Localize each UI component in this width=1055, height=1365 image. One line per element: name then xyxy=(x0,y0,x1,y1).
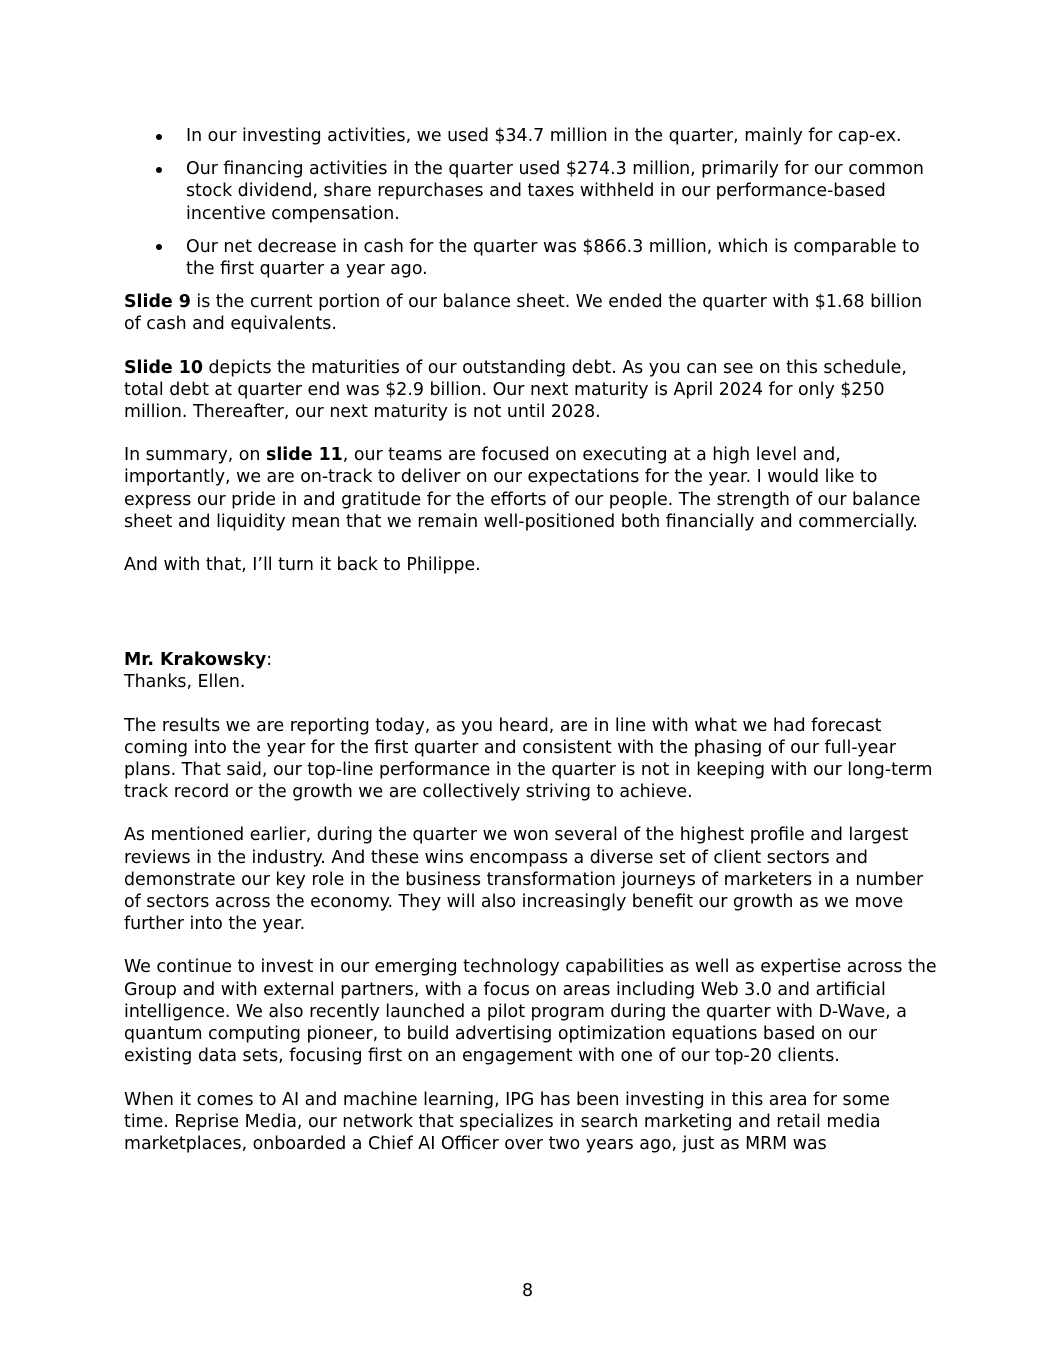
page-number: 8 xyxy=(521,1281,534,1301)
speaker-block xyxy=(124,649,939,693)
paragraph-summary xyxy=(124,444,939,533)
document-page xyxy=(124,125,939,1176)
paragraph-results: The results we are reporting today, as you heard, are in line with what we had forecast coming into the year for the first quarter and consistent with the phasing of our full-year plans. That said, our top-line performance in the quarter is not in keeping with our long-term track record or the growth we are collectively striving to achieve. xyxy=(124,715,933,803)
bullet-item-investing xyxy=(124,125,939,147)
paragraph-reviews: As mentioned earlier, during the quarter we won several of the highest profile and largest reviews in the industry. And these wins encompass a diverse set of client sectors and demonstrate our key role in the business transformation journeys of marketers in a number of sectors across the economy. They will also increasingly benefit our growth as we move further into the year. xyxy=(124,825,924,935)
speaker-line xyxy=(124,649,939,671)
paragraph-turn-back: And with that, I’ll turn it back to Philippe. xyxy=(124,555,481,576)
slide-reference: slide 11 xyxy=(266,445,343,466)
bullet-item-net-decrease xyxy=(124,236,939,280)
bullet-dot-icon xyxy=(156,244,162,250)
paragraph-text: depicts the maturities of our outstanding debt. As you can see on this schedule, total debt at quarter end was $2.9 billion. Our next maturity is April 2024 for only $250 million. Thereafter, our next maturity is not until 2028. xyxy=(124,357,907,423)
bullet-dot-icon xyxy=(156,134,162,140)
paragraph-text: In summary, on xyxy=(124,445,266,466)
paragraph-text: is the current portion of our balance sheet. We ended the quarter with $1.68 billion of cash and equivalents. xyxy=(124,292,923,335)
paragraph-text: , our teams are focused on executing at a high level and, importantly, we are on-track to deliver on our expectations for the year. I would like to express our pride in and gratitude for the efforts of our people. The strength of our balance sheet and liquidity mean that we remain well-positioned both financially and commercially. xyxy=(124,445,921,532)
speaker-greeting: Thanks, Ellen. xyxy=(124,672,246,693)
paragraph-slide-10 xyxy=(124,357,939,424)
speaker-colon: : xyxy=(266,650,273,671)
bullet-item-financing xyxy=(124,158,939,225)
slide-reference: Slide 10 xyxy=(124,357,203,378)
paragraph-ai: When it comes to AI and machine learning, IPG has been investing in this area for some time. Reprise Media, our network that specializes in search marketing and retail media marketplaces, onboarded a Chief AI Officer over two years ago, just as MRM was xyxy=(124,1089,890,1154)
bullet-text: Our net decrease in cash for the quarter was $866.3 million, which is comparable to the first quarter a year ago. xyxy=(186,236,920,280)
bullet-list xyxy=(124,125,939,280)
speaker-name: Mr. Krakowsky xyxy=(124,650,267,671)
slide-reference: Slide 9 xyxy=(124,292,191,313)
section-spacer xyxy=(124,597,939,649)
bullet-dot-icon xyxy=(156,167,162,173)
paragraph-technology: We continue to invest in our emerging technology capabilities as well as expertise across the Group and with external partners, with a focus on areas including Web 3.0 and artificial intelligence. We also recently launched a pilot program during the quarter with D-Wave, a quantum computing pioneer, to build advertising optimization equations based on our existing data sets, focusing first on an engagement with one of our top-20 clients. xyxy=(124,957,937,1067)
bullet-text: Our financing activities in the quarter used $274.3 million, primarily for our common stock dividend, share repurchases and taxes withheld in our performance-based incentive compensation. xyxy=(186,159,924,224)
bullet-text: In our investing activities, we used $34.7 million in the quarter, mainly for cap-ex. xyxy=(186,126,902,146)
paragraph-slide-9 xyxy=(124,291,939,335)
